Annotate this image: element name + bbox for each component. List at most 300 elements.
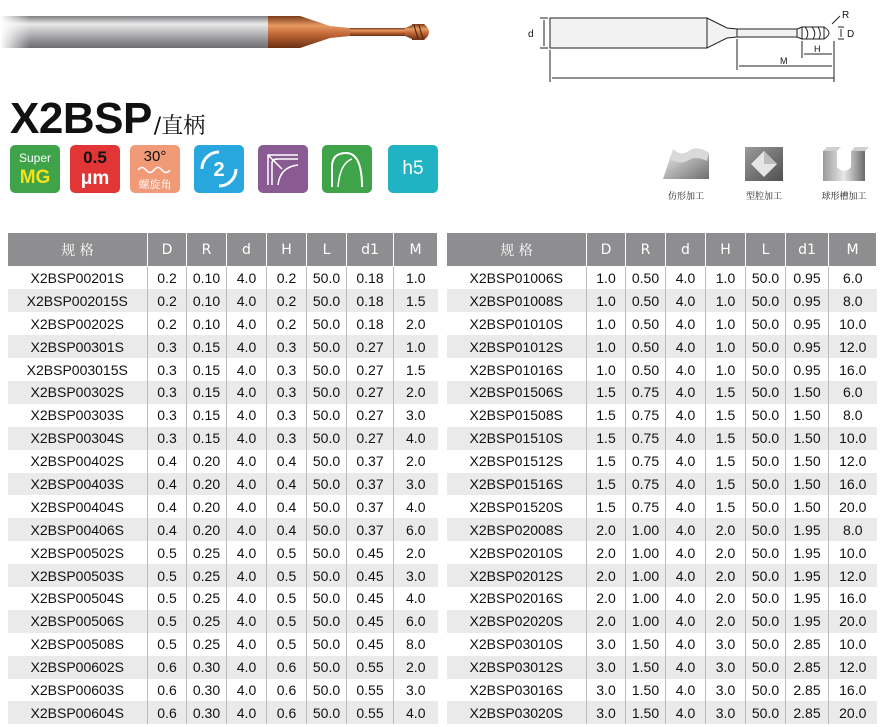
cell-d1: 1.50 xyxy=(786,427,829,450)
cell-d: 4.0 xyxy=(666,610,706,633)
cell-d: 4.0 xyxy=(227,335,267,358)
cell-M: 1.0 xyxy=(394,267,438,290)
ball-groove-machining-icon xyxy=(817,143,871,183)
cell-d1: 0.55 xyxy=(347,701,394,724)
cell-d: 4.0 xyxy=(227,358,267,381)
cell-M: 6.0 xyxy=(394,518,438,541)
cell-d1: 1.95 xyxy=(786,541,829,564)
cell-spec-code: X2BSP003015S xyxy=(8,358,148,381)
drawing-label-m: M xyxy=(780,56,788,66)
cell-L: 50.0 xyxy=(307,518,347,541)
cell-H: 1.5 xyxy=(706,495,746,518)
cell-d1: 1.95 xyxy=(786,587,829,610)
cell-d: 4.0 xyxy=(227,587,267,610)
cell-D: 0.3 xyxy=(148,358,187,381)
cell-L: 50.0 xyxy=(746,633,786,656)
cell-L: 50.0 xyxy=(746,289,786,312)
product-model: X2BSP xyxy=(10,94,152,143)
table-row xyxy=(8,701,438,724)
cell-R: 0.30 xyxy=(187,701,227,724)
cell-L: 50.0 xyxy=(307,541,347,564)
table-row xyxy=(8,381,438,404)
cell-L: 50.0 xyxy=(307,404,347,427)
cell-H: 2.0 xyxy=(706,610,746,633)
cell-L: 50.0 xyxy=(746,518,786,541)
table-row xyxy=(8,289,438,312)
cell-R: 0.20 xyxy=(187,450,227,473)
cell-R: 0.20 xyxy=(187,473,227,496)
cell-d: 4.0 xyxy=(227,701,267,724)
cell-spec-code: X2BSP00403S xyxy=(8,473,148,496)
table-row xyxy=(8,610,438,633)
badge-helix-angle: 30° xyxy=(143,148,167,165)
table-row xyxy=(447,335,877,358)
cell-d: 4.0 xyxy=(227,289,267,312)
cell-D: 1.0 xyxy=(587,267,626,290)
cell-D: 2.0 xyxy=(587,610,626,633)
cell-D: 0.5 xyxy=(148,541,187,564)
cell-L: 50.0 xyxy=(746,381,786,404)
cell-R: 0.75 xyxy=(626,381,666,404)
cell-H: 1.0 xyxy=(706,267,746,290)
cell-D: 0.6 xyxy=(148,701,187,724)
flute-count-badge xyxy=(194,145,244,193)
cell-H: 0.3 xyxy=(267,358,307,381)
cell-R: 0.20 xyxy=(187,518,227,541)
table-row xyxy=(8,267,438,290)
table-row xyxy=(8,564,438,587)
col-header-d1: d1 xyxy=(786,233,829,267)
cell-M: 2.0 xyxy=(394,312,438,335)
cell-L: 50.0 xyxy=(307,701,347,724)
cell-H: 0.6 xyxy=(267,701,307,724)
table-row xyxy=(447,427,877,450)
cell-M: 10.0 xyxy=(829,427,877,450)
cell-L: 50.0 xyxy=(746,495,786,518)
cell-d: 4.0 xyxy=(227,495,267,518)
table-row xyxy=(447,518,877,541)
machining-type-ball-groove xyxy=(813,143,875,202)
cell-R: 1.00 xyxy=(626,541,666,564)
profile-milling-badge xyxy=(258,145,308,193)
contour-machining-icon xyxy=(659,143,713,183)
drawing-label-dd: D xyxy=(847,29,855,40)
machining-type-cavity xyxy=(733,143,795,202)
cell-L: 50.0 xyxy=(307,587,347,610)
cell-M: 16.0 xyxy=(829,358,877,381)
cell-spec-code: X2BSP01008S xyxy=(447,289,587,312)
cell-M: 2.0 xyxy=(394,541,438,564)
cell-D: 0.2 xyxy=(148,289,187,312)
cell-d1: 0.45 xyxy=(347,564,394,587)
cell-d: 4.0 xyxy=(227,404,267,427)
cell-spec-code: X2BSP00503S xyxy=(8,564,148,587)
cell-R: 0.25 xyxy=(187,633,227,656)
cell-L: 50.0 xyxy=(307,450,347,473)
cell-D: 3.0 xyxy=(587,679,626,702)
cell-D: 3.0 xyxy=(587,701,626,724)
col-header-R: R xyxy=(626,233,666,267)
table-row xyxy=(8,358,438,381)
table-row xyxy=(447,450,877,473)
cell-M: 6.0 xyxy=(829,267,877,290)
cell-D: 2.0 xyxy=(587,564,626,587)
table-row xyxy=(8,518,438,541)
cell-R: 0.15 xyxy=(187,404,227,427)
cell-R: 1.00 xyxy=(626,518,666,541)
cell-H: 2.0 xyxy=(706,587,746,610)
cell-M: 12.0 xyxy=(829,335,877,358)
cell-D: 1.5 xyxy=(587,473,626,496)
badge-helix-label: 螺旋角 xyxy=(138,178,172,191)
cell-M: 10.0 xyxy=(829,633,877,656)
cell-d: 4.0 xyxy=(666,267,706,290)
cell-d: 4.0 xyxy=(227,679,267,702)
col-header-D: D xyxy=(148,233,187,267)
cell-spec-code: X2BSP00402S xyxy=(8,450,148,473)
cell-M: 4.0 xyxy=(394,701,438,724)
cell-M: 1.5 xyxy=(394,358,438,381)
cell-H: 1.5 xyxy=(706,450,746,473)
col-header-spec: 规 格 xyxy=(8,233,148,267)
cell-R: 0.75 xyxy=(626,427,666,450)
table-row xyxy=(447,564,877,587)
cell-R: 1.50 xyxy=(626,679,666,702)
cell-H: 0.5 xyxy=(267,633,307,656)
cell-D: 3.0 xyxy=(587,633,626,656)
cell-L: 50.0 xyxy=(746,541,786,564)
cell-H: 1.0 xyxy=(706,335,746,358)
cell-L: 50.0 xyxy=(307,564,347,587)
cell-D: 1.0 xyxy=(587,358,626,381)
cell-d: 4.0 xyxy=(666,289,706,312)
badge-tolerance-text: h5 xyxy=(402,158,424,179)
coating-thickness-badge xyxy=(70,145,120,193)
cell-H: 1.5 xyxy=(706,404,746,427)
cell-L: 50.0 xyxy=(746,610,786,633)
col-header-L: L xyxy=(746,233,786,267)
badge-mg-bottom: MG xyxy=(19,167,51,188)
cell-spec-code: X2BSP00504S xyxy=(8,587,148,610)
cell-M: 2.0 xyxy=(394,450,438,473)
cell-M: 12.0 xyxy=(829,564,877,587)
cell-M: 8.0 xyxy=(829,404,877,427)
cell-spec-code: X2BSP00201S xyxy=(8,267,148,290)
cell-L: 50.0 xyxy=(746,473,786,496)
cell-R: 0.75 xyxy=(626,495,666,518)
cell-D: 2.0 xyxy=(587,541,626,564)
helix-wave-icon xyxy=(138,165,172,175)
cell-H: 1.0 xyxy=(706,289,746,312)
col-header-spec: 规 格 xyxy=(447,233,587,267)
cell-D: 1.0 xyxy=(587,289,626,312)
table-row xyxy=(447,267,877,290)
cell-d1: 0.95 xyxy=(786,267,829,290)
table-row xyxy=(8,450,438,473)
cell-d: 4.0 xyxy=(227,633,267,656)
cell-L: 50.0 xyxy=(746,427,786,450)
cell-d1: 1.50 xyxy=(786,404,829,427)
cell-H: 0.6 xyxy=(267,656,307,679)
cell-R: 0.25 xyxy=(187,610,227,633)
spec-table-right xyxy=(446,232,877,724)
cavity-machining-icon xyxy=(737,143,791,183)
cell-spec-code: X2BSP01512S xyxy=(447,450,587,473)
cell-d: 4.0 xyxy=(666,358,706,381)
cell-L: 50.0 xyxy=(746,450,786,473)
cell-d: 4.0 xyxy=(666,312,706,335)
cell-H: 0.5 xyxy=(267,587,307,610)
table-row xyxy=(8,587,438,610)
cell-H: 0.3 xyxy=(267,335,307,358)
col-header-d1: d1 xyxy=(347,233,394,267)
ball-nose-profile-icon xyxy=(322,145,372,193)
table-row xyxy=(447,587,877,610)
cell-M: 16.0 xyxy=(829,679,877,702)
table-row xyxy=(447,358,877,381)
cell-L: 50.0 xyxy=(746,267,786,290)
cell-R: 0.50 xyxy=(626,335,666,358)
table-row xyxy=(447,404,877,427)
cell-D: 1.5 xyxy=(587,381,626,404)
cell-L: 50.0 xyxy=(307,610,347,633)
cell-d: 4.0 xyxy=(666,541,706,564)
cell-H: 3.0 xyxy=(706,679,746,702)
cell-d1: 1.95 xyxy=(786,518,829,541)
cell-M: 1.0 xyxy=(394,335,438,358)
cell-M: 10.0 xyxy=(829,312,877,335)
col-header-M: M xyxy=(829,233,877,267)
cell-H: 0.5 xyxy=(267,610,307,633)
cell-spec-code: X2BSP00304S xyxy=(8,427,148,450)
cell-H: 1.0 xyxy=(706,358,746,381)
cell-M: 8.0 xyxy=(829,518,877,541)
table-row xyxy=(447,541,877,564)
cell-H: 3.0 xyxy=(706,633,746,656)
cell-spec-code: X2BSP01506S xyxy=(447,381,587,404)
cell-D: 0.6 xyxy=(148,656,187,679)
table-row xyxy=(8,427,438,450)
table-row xyxy=(447,633,877,656)
table-row xyxy=(8,541,438,564)
cell-spec-code: X2BSP02010S xyxy=(447,541,587,564)
cell-M: 16.0 xyxy=(829,587,877,610)
cell-R: 0.25 xyxy=(187,541,227,564)
cell-D: 1.5 xyxy=(587,427,626,450)
cell-spec-code: X2BSP01006S xyxy=(447,267,587,290)
cell-d: 4.0 xyxy=(666,427,706,450)
table-row xyxy=(447,381,877,404)
cell-L: 50.0 xyxy=(307,312,347,335)
cell-L: 50.0 xyxy=(307,679,347,702)
cell-H: 0.5 xyxy=(267,564,307,587)
cell-D: 1.0 xyxy=(587,312,626,335)
table-header-row xyxy=(447,233,877,267)
cell-L: 50.0 xyxy=(746,679,786,702)
cell-d1: 0.27 xyxy=(347,404,394,427)
cell-d: 4.0 xyxy=(227,312,267,335)
cell-L: 50.0 xyxy=(307,656,347,679)
cell-d1: 1.95 xyxy=(786,610,829,633)
cell-L: 50.0 xyxy=(746,404,786,427)
table-row xyxy=(8,473,438,496)
cell-R: 1.00 xyxy=(626,564,666,587)
cell-R: 0.50 xyxy=(626,358,666,381)
cell-H: 0.2 xyxy=(267,289,307,312)
cell-spec-code: X2BSP02012S xyxy=(447,564,587,587)
cell-M: 2.0 xyxy=(394,656,438,679)
cell-spec-code: X2BSP01516S xyxy=(447,473,587,496)
badge-mg-top: Super xyxy=(18,151,52,165)
cell-M: 12.0 xyxy=(829,450,877,473)
cell-D: 1.5 xyxy=(587,495,626,518)
cell-spec-code: X2BSP03020S xyxy=(447,701,587,724)
cell-d: 4.0 xyxy=(227,610,267,633)
col-header-M: M xyxy=(394,233,438,267)
cell-d1: 0.18 xyxy=(347,289,394,312)
cell-D: 0.4 xyxy=(148,473,187,496)
cell-M: 12.0 xyxy=(829,656,877,679)
profile-path-icon xyxy=(258,145,308,193)
drawing-label-h: H xyxy=(814,44,821,54)
cell-d: 4.0 xyxy=(666,587,706,610)
cell-R: 0.75 xyxy=(626,404,666,427)
cell-L: 50.0 xyxy=(746,701,786,724)
cell-R: 0.15 xyxy=(187,427,227,450)
cell-L: 50.0 xyxy=(307,427,347,450)
col-header-d: d xyxy=(666,233,706,267)
cell-R: 0.30 xyxy=(187,679,227,702)
cell-spec-code: X2BSP00406S xyxy=(8,518,148,541)
cell-R: 1.50 xyxy=(626,656,666,679)
cell-H: 2.0 xyxy=(706,541,746,564)
cell-d1: 0.27 xyxy=(347,427,394,450)
product-shank-type: /直柄 xyxy=(153,114,206,139)
cell-M: 4.0 xyxy=(394,495,438,518)
cell-M: 3.0 xyxy=(394,473,438,496)
cell-L: 50.0 xyxy=(746,312,786,335)
cell-M: 3.0 xyxy=(394,679,438,702)
cell-d: 4.0 xyxy=(666,701,706,724)
cell-L: 50.0 xyxy=(307,358,347,381)
cell-H: 0.3 xyxy=(267,404,307,427)
cell-spec-code: X2BSP02020S xyxy=(447,610,587,633)
cell-d1: 1.95 xyxy=(786,564,829,587)
cell-R: 0.50 xyxy=(626,312,666,335)
cell-d1: 0.18 xyxy=(347,267,394,290)
flute-count-icon xyxy=(194,145,244,193)
cell-H: 0.2 xyxy=(267,312,307,335)
cell-R: 0.15 xyxy=(187,358,227,381)
cell-L: 50.0 xyxy=(746,564,786,587)
cell-H: 0.4 xyxy=(267,450,307,473)
badge-coating-unit: μm xyxy=(80,168,110,189)
cell-L: 50.0 xyxy=(307,335,347,358)
cell-R: 0.25 xyxy=(187,587,227,610)
cell-spec-code: X2BSP00502S xyxy=(8,541,148,564)
cell-d1: 0.95 xyxy=(786,289,829,312)
cell-H: 0.2 xyxy=(267,267,307,290)
cell-d: 4.0 xyxy=(666,564,706,587)
cell-D: 0.4 xyxy=(148,450,187,473)
badge-coating-value: 0.5 xyxy=(83,148,107,167)
cell-D: 0.5 xyxy=(148,587,187,610)
cell-spec-code: X2BSP01012S xyxy=(447,335,587,358)
cell-d1: 2.85 xyxy=(786,679,829,702)
table-header-row xyxy=(8,233,438,267)
cell-R: 1.00 xyxy=(626,610,666,633)
cell-M: 1.5 xyxy=(394,289,438,312)
cell-M: 3.0 xyxy=(394,404,438,427)
cell-H: 1.0 xyxy=(706,312,746,335)
cell-d1: 0.45 xyxy=(347,541,394,564)
cell-d1: 0.37 xyxy=(347,450,394,473)
table-row xyxy=(447,289,877,312)
cell-spec-code: X2BSP00302S xyxy=(8,381,148,404)
cell-d: 4.0 xyxy=(666,518,706,541)
cell-D: 0.2 xyxy=(148,312,187,335)
cell-spec-code: X2BSP002015S xyxy=(8,289,148,312)
cell-M: 3.0 xyxy=(394,564,438,587)
cell-H: 3.0 xyxy=(706,656,746,679)
cell-spec-code: X2BSP00602S xyxy=(8,656,148,679)
cell-D: 0.5 xyxy=(148,633,187,656)
cell-d1: 2.85 xyxy=(786,656,829,679)
cell-R: 0.50 xyxy=(626,289,666,312)
cell-L: 50.0 xyxy=(307,473,347,496)
cell-d1: 0.95 xyxy=(786,358,829,381)
cell-spec-code: X2BSP00303S xyxy=(8,404,148,427)
cell-d1: 0.27 xyxy=(347,381,394,404)
cell-d1: 0.45 xyxy=(347,610,394,633)
cell-d: 4.0 xyxy=(227,541,267,564)
cell-D: 0.5 xyxy=(148,610,187,633)
table-row xyxy=(447,610,877,633)
cell-D: 1.5 xyxy=(587,450,626,473)
cell-M: 4.0 xyxy=(394,427,438,450)
cell-M: 6.0 xyxy=(829,381,877,404)
cell-spec-code: X2BSP02016S xyxy=(447,587,587,610)
cell-d1: 2.85 xyxy=(786,633,829,656)
table-row xyxy=(8,335,438,358)
machining-type-label: 型腔加工 xyxy=(745,192,782,202)
cell-M: 8.0 xyxy=(829,289,877,312)
cell-R: 1.50 xyxy=(626,701,666,724)
cell-D: 0.6 xyxy=(148,679,187,702)
cell-L: 50.0 xyxy=(307,381,347,404)
cell-d1: 0.27 xyxy=(347,358,394,381)
cell-M: 4.0 xyxy=(394,587,438,610)
cell-R: 0.10 xyxy=(187,312,227,335)
cell-D: 1.5 xyxy=(587,404,626,427)
cell-M: 20.0 xyxy=(829,495,877,518)
cell-H: 0.3 xyxy=(267,381,307,404)
cell-d: 4.0 xyxy=(666,450,706,473)
cell-spec-code: X2BSP03012S xyxy=(447,656,587,679)
cell-D: 0.3 xyxy=(148,427,187,450)
spec-table-left xyxy=(7,232,438,724)
cell-H: 2.0 xyxy=(706,518,746,541)
col-header-R: R xyxy=(187,233,227,267)
cell-D: 0.2 xyxy=(148,267,187,290)
cell-H: 0.4 xyxy=(267,518,307,541)
cell-R: 0.20 xyxy=(187,495,227,518)
cell-d1: 0.27 xyxy=(347,335,394,358)
super-mg-badge xyxy=(10,145,60,193)
cell-R: 0.75 xyxy=(626,450,666,473)
cell-d1: 0.18 xyxy=(347,312,394,335)
col-header-d: d xyxy=(227,233,267,267)
